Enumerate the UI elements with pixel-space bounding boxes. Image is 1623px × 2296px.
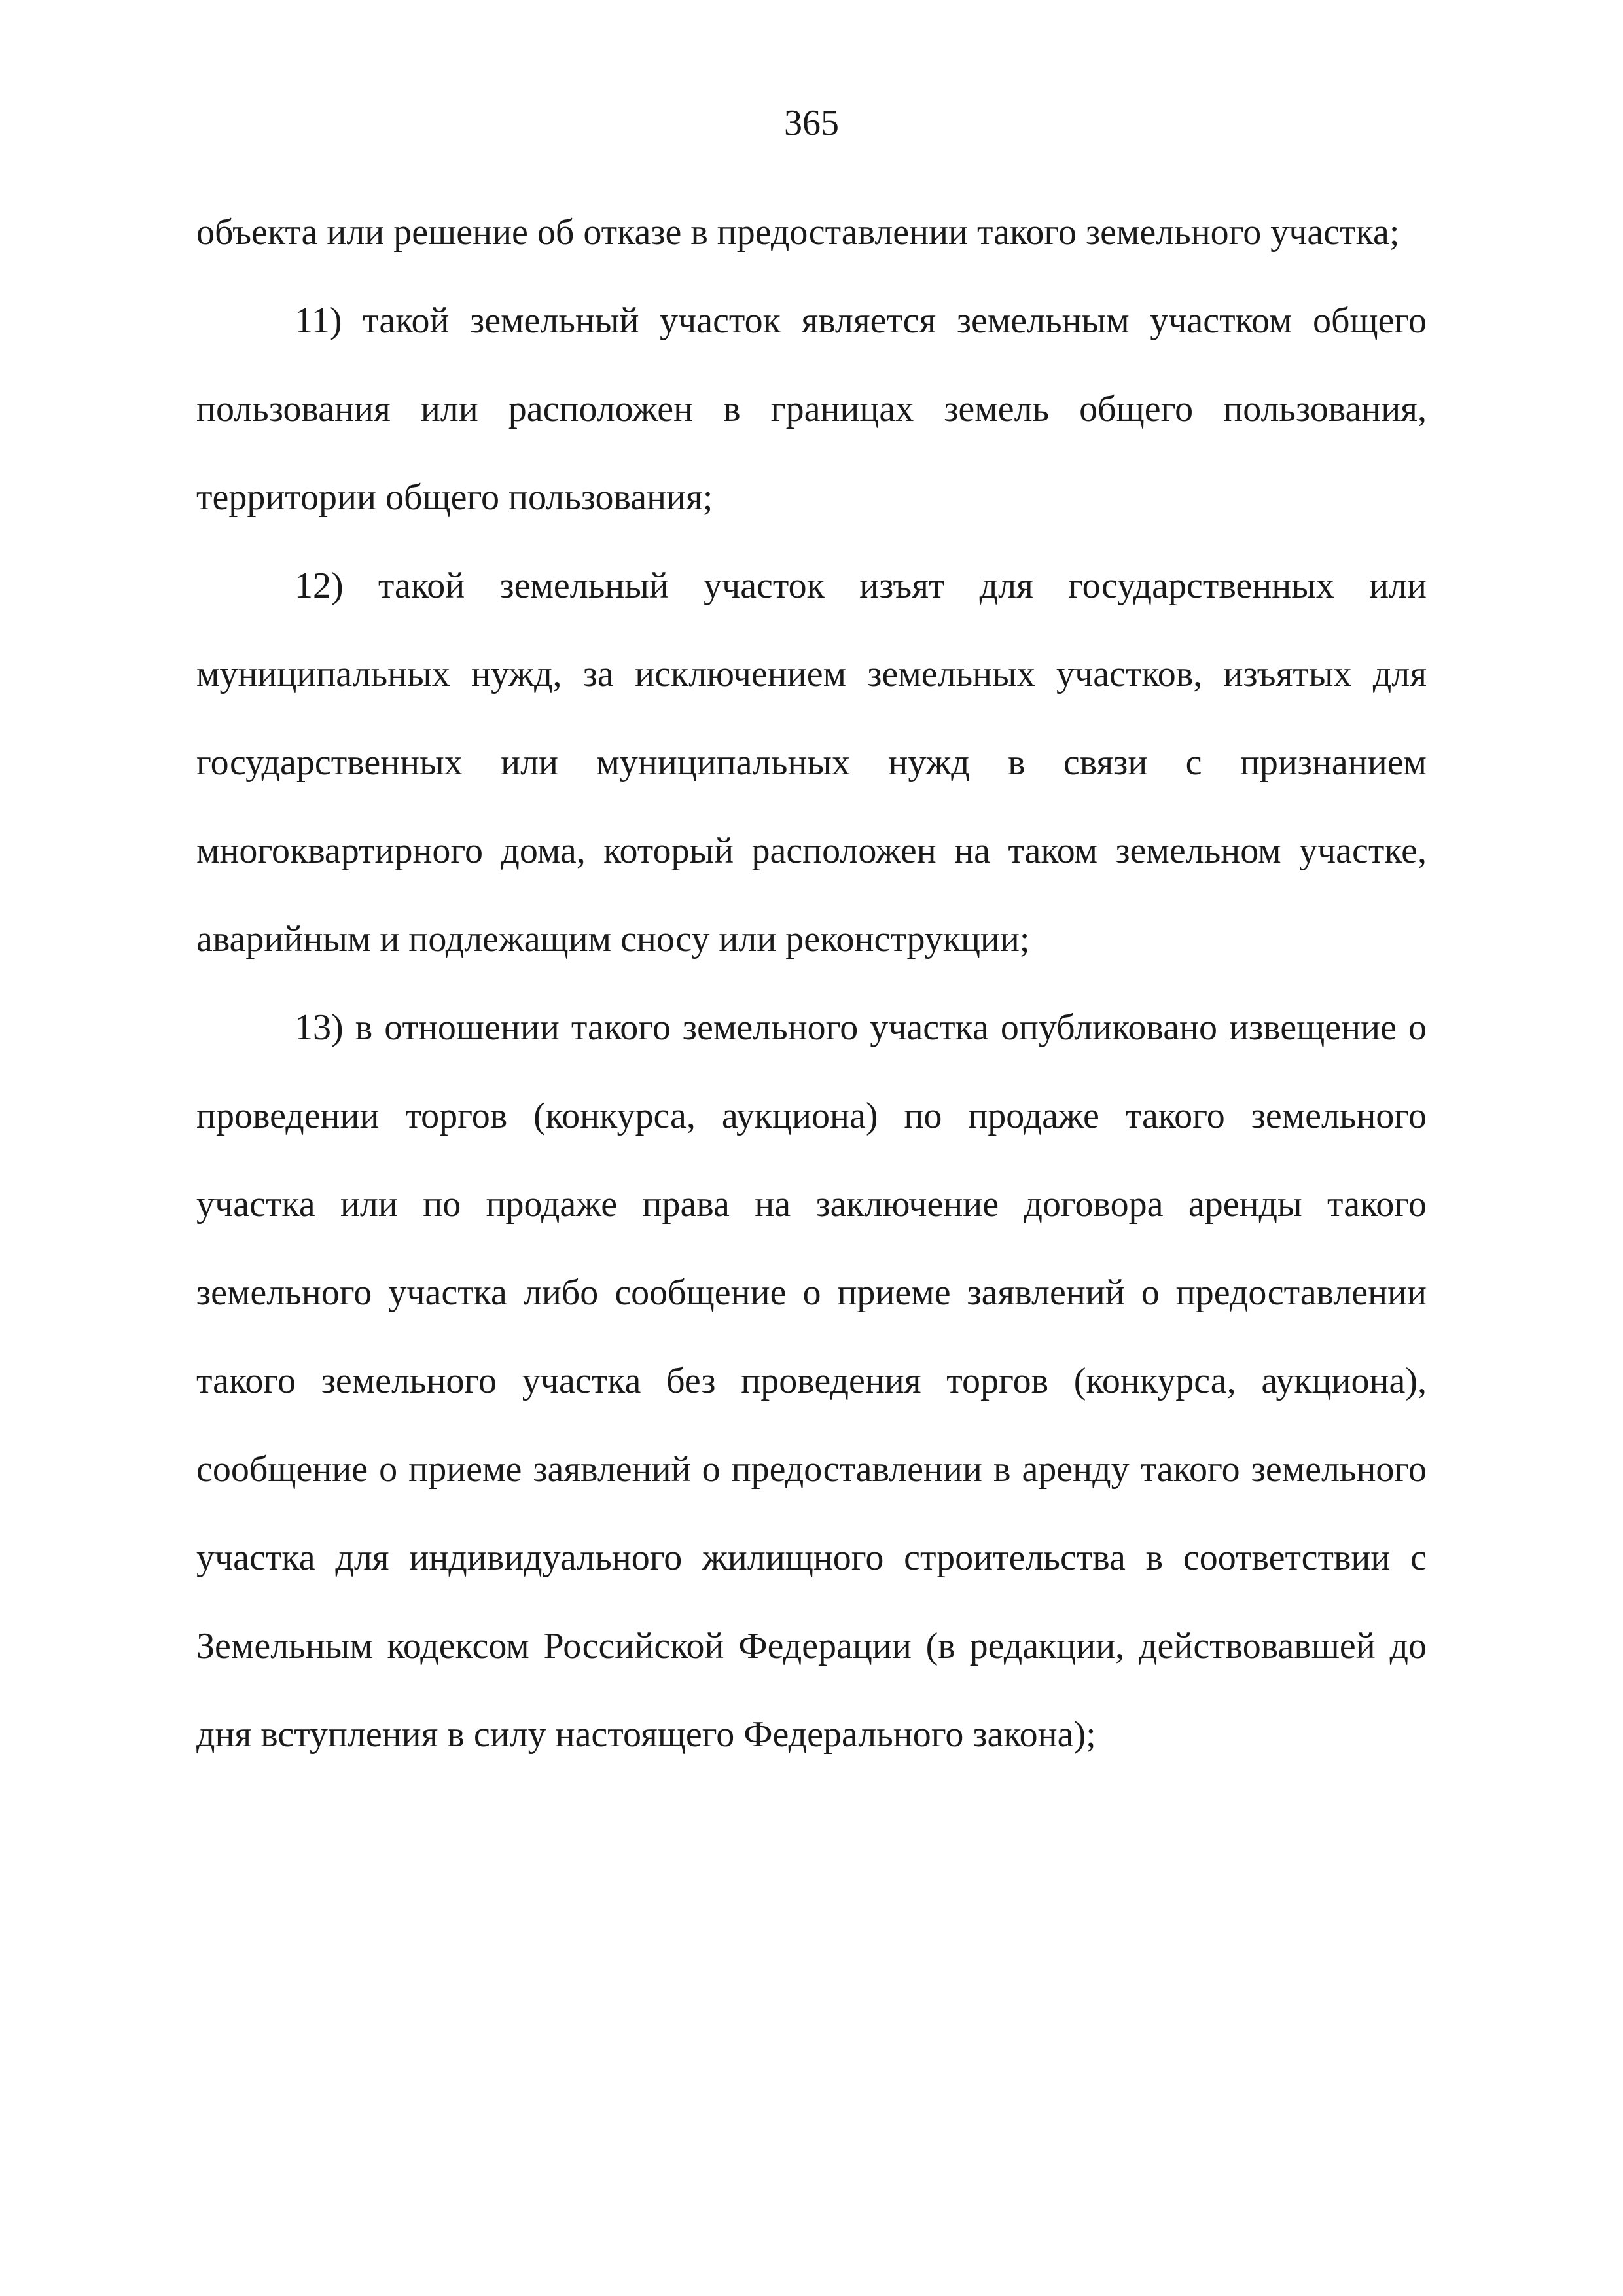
- paragraph-item-11: 11) такой земельный участок является земельным участком общего пользования или расположен в границах земель общего пользования, территории общего пользования;: [196, 300, 1427, 518]
- paragraph-item-12: 12) такой земельный участок изъят для государственных или муниципальных нужд, за исключением земельных участков, изъятых для государственных или муниципальных нужд в связи с признанием многоквартирного дома, который расположен на таком земельном участке, аварийным и подлежащим сносу или реконструкции;: [196, 565, 1427, 960]
- paragraph-continuation: объекта или решение об отказе в предоставлении такого земельного участка;: [196, 212, 1400, 253]
- paragraph-item-13: 13) в отношении такого земельного участка опубликовано извещение о проведении торгов (конкурса, аукциона) по продаже такого земельного участка или по продаже права на заключение договора аренды такого земельного участка либо сообщение о приеме заявлений о предоставлении такого земельного участка без проведения торгов (конкурса, аукциона), сообщение о приеме заявлений о предоставлении в аренду такого земельного участка для индивидуального жилищного строительства в соответствии с Земельным кодексом Российской Федерации (в редакции, действовавшей до дня вступления в силу настоящего Федерального закона);: [196, 1007, 1427, 1755]
- document-body: [196, 188, 1427, 1779]
- page-number: 365: [784, 103, 839, 143]
